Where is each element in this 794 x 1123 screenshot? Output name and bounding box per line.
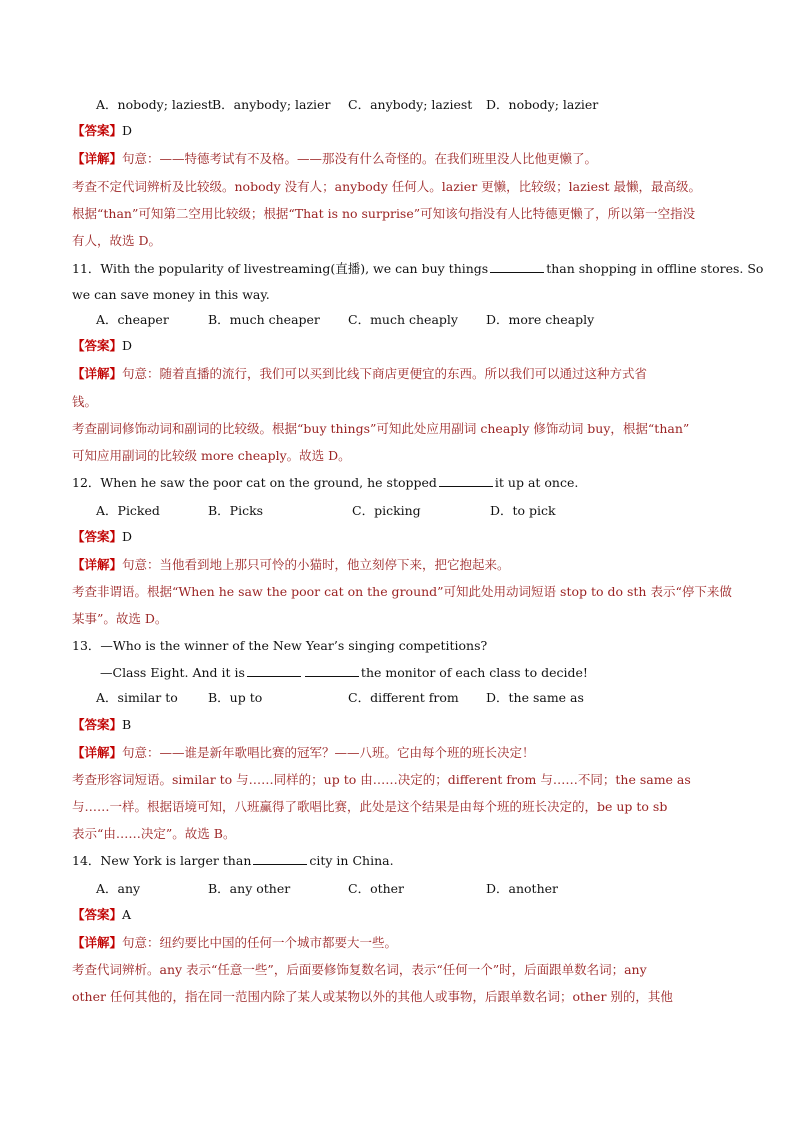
answer-label: 【答案】 xyxy=(72,717,123,732)
stem-text: the monitor of each class to decide! xyxy=(360,665,588,680)
q13-option-b: B．up to xyxy=(208,690,263,705)
q11-detail-line xyxy=(72,365,732,383)
q10-option-b: B．anybody; lazier xyxy=(212,97,331,112)
q13-stem xyxy=(100,664,760,682)
detail-text: 句意：当他看到地上那只可怜的小猫时，他立刻停下来，把它抱起来。 xyxy=(122,557,510,572)
detail-label: 【详解】 xyxy=(72,557,123,572)
q11-option-a: A．cheaper xyxy=(96,312,169,327)
stem-text: —Class Eight. And it is xyxy=(100,665,245,680)
stem-text: 12．When he saw the poor cat on the ground, he stopped xyxy=(72,475,437,490)
stem-text: it up at once. xyxy=(494,475,579,490)
q13-detail-line xyxy=(72,744,732,762)
q12-detail-line: 考查非谓语。根据“When he saw the poor cat on the ground”可知此处用动词短语 stop to do sth 表示“停下来做 xyxy=(72,584,732,599)
answer-label: 【答案】 xyxy=(72,123,123,138)
q11-detail-line: 钱。 xyxy=(72,394,98,409)
answer-value: B xyxy=(122,717,132,732)
q12-detail-line xyxy=(72,556,732,574)
answer-blank xyxy=(439,474,493,487)
answer-blank xyxy=(490,260,544,273)
detail-text: 句意：随着直播的流行，我们可以买到比线下商店更便宜的东西。所以我们可以通过这种方式省 xyxy=(122,366,648,381)
detail-text: 句意：纽约要比中国的任何一个城市都要大一些。 xyxy=(122,935,398,950)
q13-option-d: D．the same as xyxy=(486,690,584,705)
q13-stem: 13．—Who is the winner of the New Year’s singing competitions? xyxy=(72,638,488,653)
answer-value: A xyxy=(122,907,132,922)
answer-label: 【答案】 xyxy=(72,338,123,353)
q10-detail-line: 考查不定代词辨析及比较级。nobody 没有人；anybody 任何人。lazier 更懒，比较级；laziest 最懒，最高级。 xyxy=(72,179,701,194)
q12-detail-line: 某事”。故选 D。 xyxy=(72,611,168,626)
q10-detail-line xyxy=(72,150,732,168)
q14-detail-line xyxy=(72,934,732,952)
q13-option-c: C．different from xyxy=(348,690,459,705)
stem-text: 11．With the popularity of livestreaming(直播), we can buy things xyxy=(72,261,489,276)
answer-value: D xyxy=(122,529,133,544)
q10-detail-line: 根据“than”可知第二空用比较级；根据“That is no surprise”可知该句指没有人比特德更懒了，所以第一空指没 xyxy=(72,206,696,221)
detail-label: 【详解】 xyxy=(72,935,123,950)
q11-option-d: D．more cheaply xyxy=(486,312,595,327)
q13-detail-line: 考查形容词短语。similar to 与……同样的；up to 由……决定的；different from 与……不同；the same as xyxy=(72,772,691,787)
q11-stem xyxy=(72,260,764,278)
detail-label: 【详解】 xyxy=(72,745,123,760)
q14-answer xyxy=(72,906,732,924)
answer-label: 【答案】 xyxy=(72,529,123,544)
detail-label: 【详解】 xyxy=(72,151,123,166)
q11-option-c: C．much cheaply xyxy=(348,312,458,327)
q11-detail-line: 考查副词修饰动词和副词的比较级。根据“buy things”可知此处应用副词 cheaply 修饰动词 buy，根据“than” xyxy=(72,421,690,436)
q10-detail-line: 有人，故选 D。 xyxy=(72,233,161,248)
q12-stem xyxy=(72,474,732,492)
q14-stem xyxy=(72,852,732,870)
q11-option-b: B．much cheaper xyxy=(208,312,320,327)
q13-detail-line: 与……一样。根据语境可知，八班赢得了歌唱比赛，此处是这个结果是由每个班的班长决定的，be up to sb xyxy=(72,799,668,814)
q12-option-a: A．Picked xyxy=(96,503,160,518)
q14-option-c: C．other xyxy=(348,881,405,896)
answer-value: D xyxy=(122,123,133,138)
stem-text: 14．New York is larger than xyxy=(72,853,252,868)
q12-option-b: B．Picks xyxy=(208,503,264,518)
q13-answer xyxy=(72,716,732,734)
stem-text: than shopping in offline stores. So xyxy=(546,261,764,276)
answer-blank xyxy=(305,664,359,677)
detail-text: 句意：——特德考试有不及格。——那没有什么奇怪的。在我们班里没人比他更懒了。 xyxy=(122,151,598,166)
answer-blank xyxy=(247,664,301,677)
q12-answer xyxy=(72,528,732,546)
q11-answer xyxy=(72,337,732,355)
detail-text: 句意：——谁是新年歌唱比赛的冠军？——八班。它由每个班的班长决定！ xyxy=(122,745,535,760)
q10-answer xyxy=(72,122,732,140)
answer-blank xyxy=(253,852,307,865)
q12-option-d: D．to pick xyxy=(490,503,556,518)
q14-detail-line: other 任何其他的，指在同一范围内除了某人或某物以外的其他人或事物，后跟单数名词；other 别的，其他 xyxy=(72,989,673,1004)
q14-option-b: B．any other xyxy=(208,881,291,896)
q11-detail-line: 可知应用副词的比较级 more cheaply。故选 D。 xyxy=(72,448,351,463)
q14-option-d: D．another xyxy=(486,881,558,896)
answer-value: D xyxy=(122,338,133,353)
q10-option-a: A．nobody; laziest xyxy=(96,97,213,112)
q10-option-c: C．anybody; laziest xyxy=(348,97,473,112)
q11-stem: we can save money in this way. xyxy=(72,287,270,302)
answer-label: 【答案】 xyxy=(72,907,123,922)
stem-text: city in China. xyxy=(309,853,394,868)
q13-detail-line: 表示“由……决定”。故选 B。 xyxy=(72,826,236,841)
q14-detail-line: 考查代词辨析。any 表示“任意一些”，后面要修饰复数名词，表示“任何一个”时，后面跟单数名词；any xyxy=(72,962,647,977)
q10-option-d: D．nobody; lazier xyxy=(486,97,599,112)
q12-option-c: C．picking xyxy=(352,503,421,518)
q14-option-a: A．any xyxy=(96,881,141,896)
q13-option-a: A．similar to xyxy=(96,690,178,705)
detail-label: 【详解】 xyxy=(72,366,123,381)
